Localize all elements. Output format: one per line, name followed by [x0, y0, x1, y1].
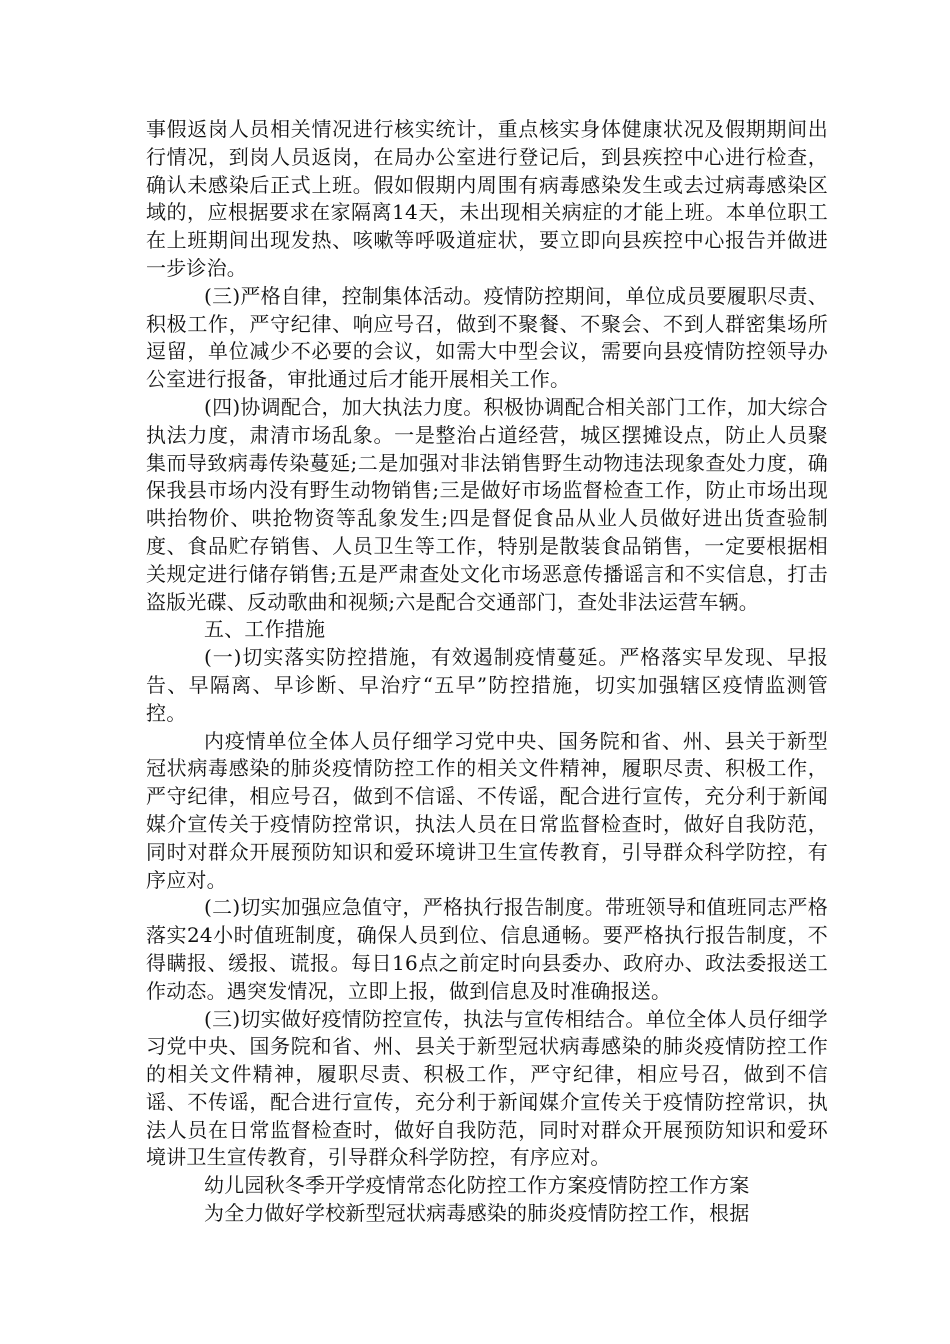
paragraph-prevention-measures: (一)切实落实防控措施，有效遏制疫情蔓延。严格落实早发现、早报告、早隔离、早诊断、早治疗“五早”防控措施，切实加强辖区疫情监测管控。	[146, 645, 828, 725]
document-body	[146, 116, 828, 1228]
paragraph-study-documents: 内疫情单位全体人员仔细学习党中央、国务院和省、州、县关于新型冠状病毒感染的肺炎疫情防控工作的相关文件精神，履职尽责、积极工作，严守纪律，相应号召，做到不信谣、不传谣，配合进行宣传，充分利于新闻媒介宣传关于疫情防控常识，执法人员在日常监督检查时，做好自我防范，同时对群众开展预防知识和爱环境讲卫生宣传教育，引导群众科学防控，有序应对。	[146, 728, 828, 892]
paragraph-coordination: (四)协调配合，加大执法力度。积极协调配合相关部门工作，加大综合执法力度，肃清市场乱象。一是整治占道经营，城区摆摊设点，防止人员聚集而导致病毒传染蔓延;二是加强对非法销售野生动物违法现象查处力度，确保我县市场内没有野生动物销售;三是做好市场监督检查工作，防止市场出现哄抬物价、哄抢物资等乱象发生;四是督促食品从业人员做好进出货查验制度、食品贮存销售、人员卫生等工作，特别是散装食品销售，一定要根据相关规定进行储存销售;五是严肃查处文化市场恶意传播谣言和不实信息，打击盗版光碟、反动歌曲和视频;六是配合交通部门，查处非法运营车辆。	[146, 394, 828, 614]
document-subtitle: 幼儿园秋冬季开学疫情常态化防控工作方案疫情防控工作方案	[204, 1173, 750, 1198]
section-heading-work-measures: 五、工作措施	[204, 617, 326, 642]
paragraph-emergency-duty: (二)切实加强应急值守，严格执行报告制度。带班领导和值班同志严格落实24小时值班制度，确保人员到位、信息通畅。要严格执行报告制度，不得瞒报、缓报、谎报。每日16点之前定时向县委办、政府办、政法委报送工作动态。遇突发情况，立即上报，做到信息及时准确报送。	[146, 895, 828, 1003]
paragraph-publicity: (三)切实做好疫情防控宣传，执法与宣传相结合。单位全体人员仔细学习党中央、国务院和省、州、县关于新型冠状病毒感染的肺炎疫情防控工作的相关文件精神，履职尽责、积极工作，严守纪律，相应号召，做到不信谣、不传谣，配合进行宣传，充分利于新闻媒介宣传关于疫情防控常识，执法人员在日常监督检查时，做好自我防范，同时对群众开展预防知识和爱环境讲卫生宣传教育，引导群众科学防控，有序应对。	[146, 1006, 828, 1170]
paragraph-intro: 为全力做好学校新型冠状病毒感染的肺炎疫情防控工作，根据	[204, 1201, 750, 1226]
paragraph-self-discipline: (三)严格自律，控制集体活动。疫情防控期间，单位成员要履职尽责、积极工作，严守纪律、响应号召，做到不聚餐、不聚会、不到人群密集场所逗留，单位减少不必要的会议，如需大中型会议，需要向县疫情防控领导办公室进行报备，审批通过后才能开展相关工作。	[146, 283, 828, 392]
paragraph-return-to-work: 事假返岗人员相关情况进行核实统计，重点核实身体健康状况及假期期间出行情况，到岗人员返岗，在局办公室进行登记后，到县疾控中心进行检查，确认未感染后正式上班。假如假期内周围有病毒感染发生或去过病毒感染区域的，应根据要求在家隔离14天，未出现相关病症的才能上班。本单位职工在上班期间出现发热、咳嗽等呼吸道症状，要立即向县疾控中心报告并做进一步诊治。	[146, 117, 828, 280]
